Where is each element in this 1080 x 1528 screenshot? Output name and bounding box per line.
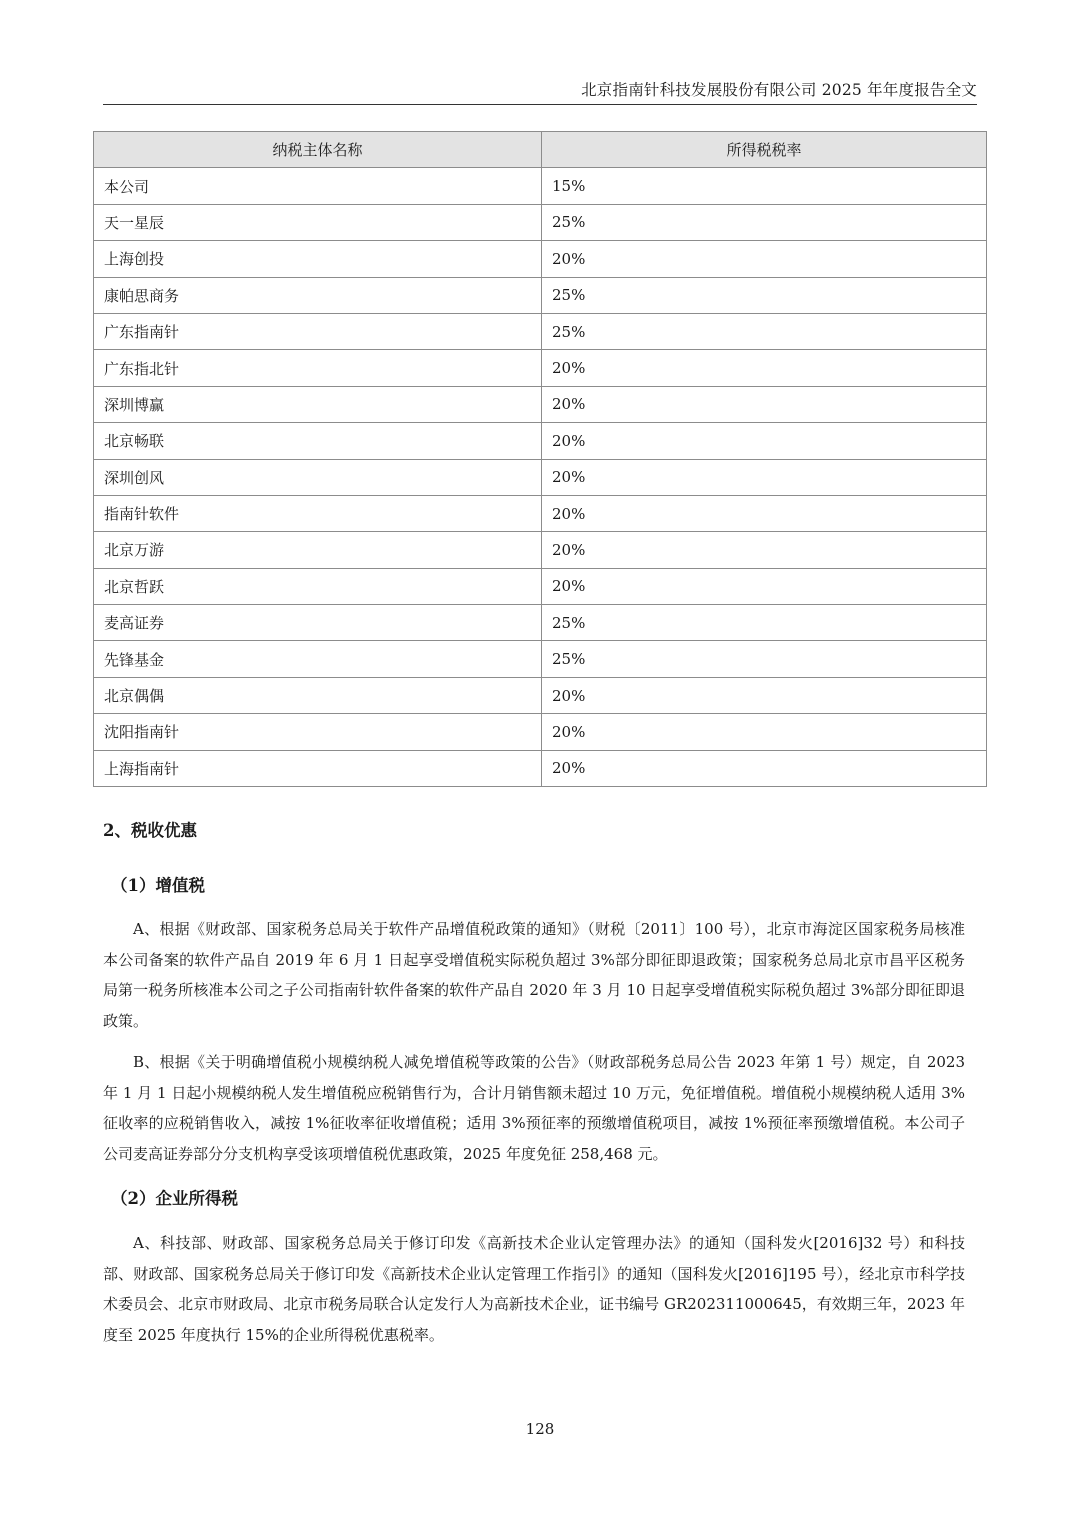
tax-rate-cell: 25% [542,277,987,313]
taxpayer-name-cell: 先锋基金 [94,641,542,677]
tax-rate-cell: 20% [542,459,987,495]
taxpayer-name-cell: 麦高证券 [94,605,542,641]
taxpayer-name-cell: 北京偶偶 [94,677,542,713]
column-header-name: 纳税主体名称 [94,132,542,168]
cit-paragraph-a: A、科技部、财政部、国家税务总局关于修订印发《高新技术企业认定管理办法》的通知（国科发火[2016]32 号）和科技部、财政部、国家税务总局关于修订印发《高新技术企业认定管理工作指引》的通知（国科发火[2016]195 号），经北京市科学技术委员会、北京市财政局、北京市税务局联合认定发行人为高新技术企业，证书编号 GR202311000645，有效期三年，2023 年度至 2025 年度执行 15%的企业所得税优惠税率。 [103,1234,965,1344]
vat-paragraph-b: B、根据《关于明确增值税小规模纳税人减免增值税等政策的公告》（财政部税务总局公告 2023 年第 1 号）规定，自 2023 年 1 月 1 日起小规模纳税人发生增值税应税销售行为，合计月销售额未超过 10 万元，免征增值税。增值税小规模纳税人适用 3%征收率的应税销售收入，减按 1%征收率征收增值税；适用 3%预征率的预缴增值税项目，减按 1%预征率预缴增值税。本公司子公司麦高证券部分分支机构享受该项增值税优惠政策，2025 年度免征 258,468 元。 [103,1053,965,1163]
taxpayer-name-cell: 上海创投 [94,241,542,277]
table-row [94,313,987,349]
taxpayer-name-cell: 北京哲跃 [94,568,542,604]
table-row [94,423,987,459]
taxpayer-name-cell: 广东指南针 [94,313,542,349]
table-row [94,532,987,568]
table-row [94,605,987,641]
table-row [94,277,987,313]
taxpayer-name-cell: 北京畅联 [94,423,542,459]
table-row [94,568,987,604]
tax-rate-cell: 20% [542,423,987,459]
page-header [103,74,977,105]
taxpayer-name-cell: 天一星辰 [94,204,542,240]
cit-heading: （2）企业所得税 [111,1189,238,1208]
section-heading: 2、税收优惠 [103,821,197,840]
taxpayer-name-cell: 深圳博赢 [94,386,542,422]
table-row [94,677,987,713]
table-row [94,459,987,495]
tax-rate-cell: 20% [542,241,987,277]
tax-rate-table [93,131,987,787]
table-row [94,641,987,677]
taxpayer-name-cell: 指南针软件 [94,495,542,531]
tax-rate-cell: 20% [542,750,987,786]
vat-heading: （1）增值税 [111,876,205,895]
table-row [94,386,987,422]
taxpayer-name-cell: 广东指北针 [94,350,542,386]
tax-rate-cell: 20% [542,677,987,713]
taxpayer-name-cell: 深圳创风 [94,459,542,495]
table-row [94,750,987,786]
page-number: 128 [525,1420,555,1438]
taxpayer-name-cell: 北京万游 [94,532,542,568]
report-title: 北京指南针科技发展股份有限公司 2025 年年度报告全文 [581,81,977,99]
tax-rate-cell: 20% [542,532,987,568]
tax-rate-cell: 25% [542,605,987,641]
taxpayer-name-cell: 康帕思商务 [94,277,542,313]
tax-rate-cell: 20% [542,568,987,604]
vat-paragraph-a: A、根据《财政部、国家税务总局关于软件产品增值税政策的通知》（财税〔2011〕100 号），北京市海淀区国家税务局核准本公司备案的软件产品自 2019 年 6 月 1 日起享受增值税实际税负超过 3%部分即征即退政策；国家税务总局北京市昌平区税务局第一税务所核准本公司之子公司指南针软件备案的软件产品自 2020 年 3 月 10 日起享受增值税实际税负超过 3%部分即征即退政策。 [103,920,965,1030]
table-body [94,168,987,787]
column-header-rate: 所得税税率 [542,132,987,168]
tax-rate-cell: 25% [542,641,987,677]
tax-rate-cell: 20% [542,350,987,386]
tax-rate-cell: 20% [542,714,987,750]
tax-rate-cell: 20% [542,386,987,422]
table-row [94,204,987,240]
tax-rate-cell: 25% [542,313,987,349]
tax-rate-cell: 20% [542,495,987,531]
taxpayer-name-cell: 沈阳指南针 [94,714,542,750]
table-row [94,168,987,204]
table-header-row [94,132,987,168]
taxpayer-name-cell: 本公司 [94,168,542,204]
tax-rate-cell: 15% [542,168,987,204]
table-row [94,714,987,750]
table-row [94,350,987,386]
taxpayer-name-cell: 上海指南针 [94,750,542,786]
tax-rate-cell: 25% [542,204,987,240]
table-row [94,495,987,531]
table-row [94,241,987,277]
